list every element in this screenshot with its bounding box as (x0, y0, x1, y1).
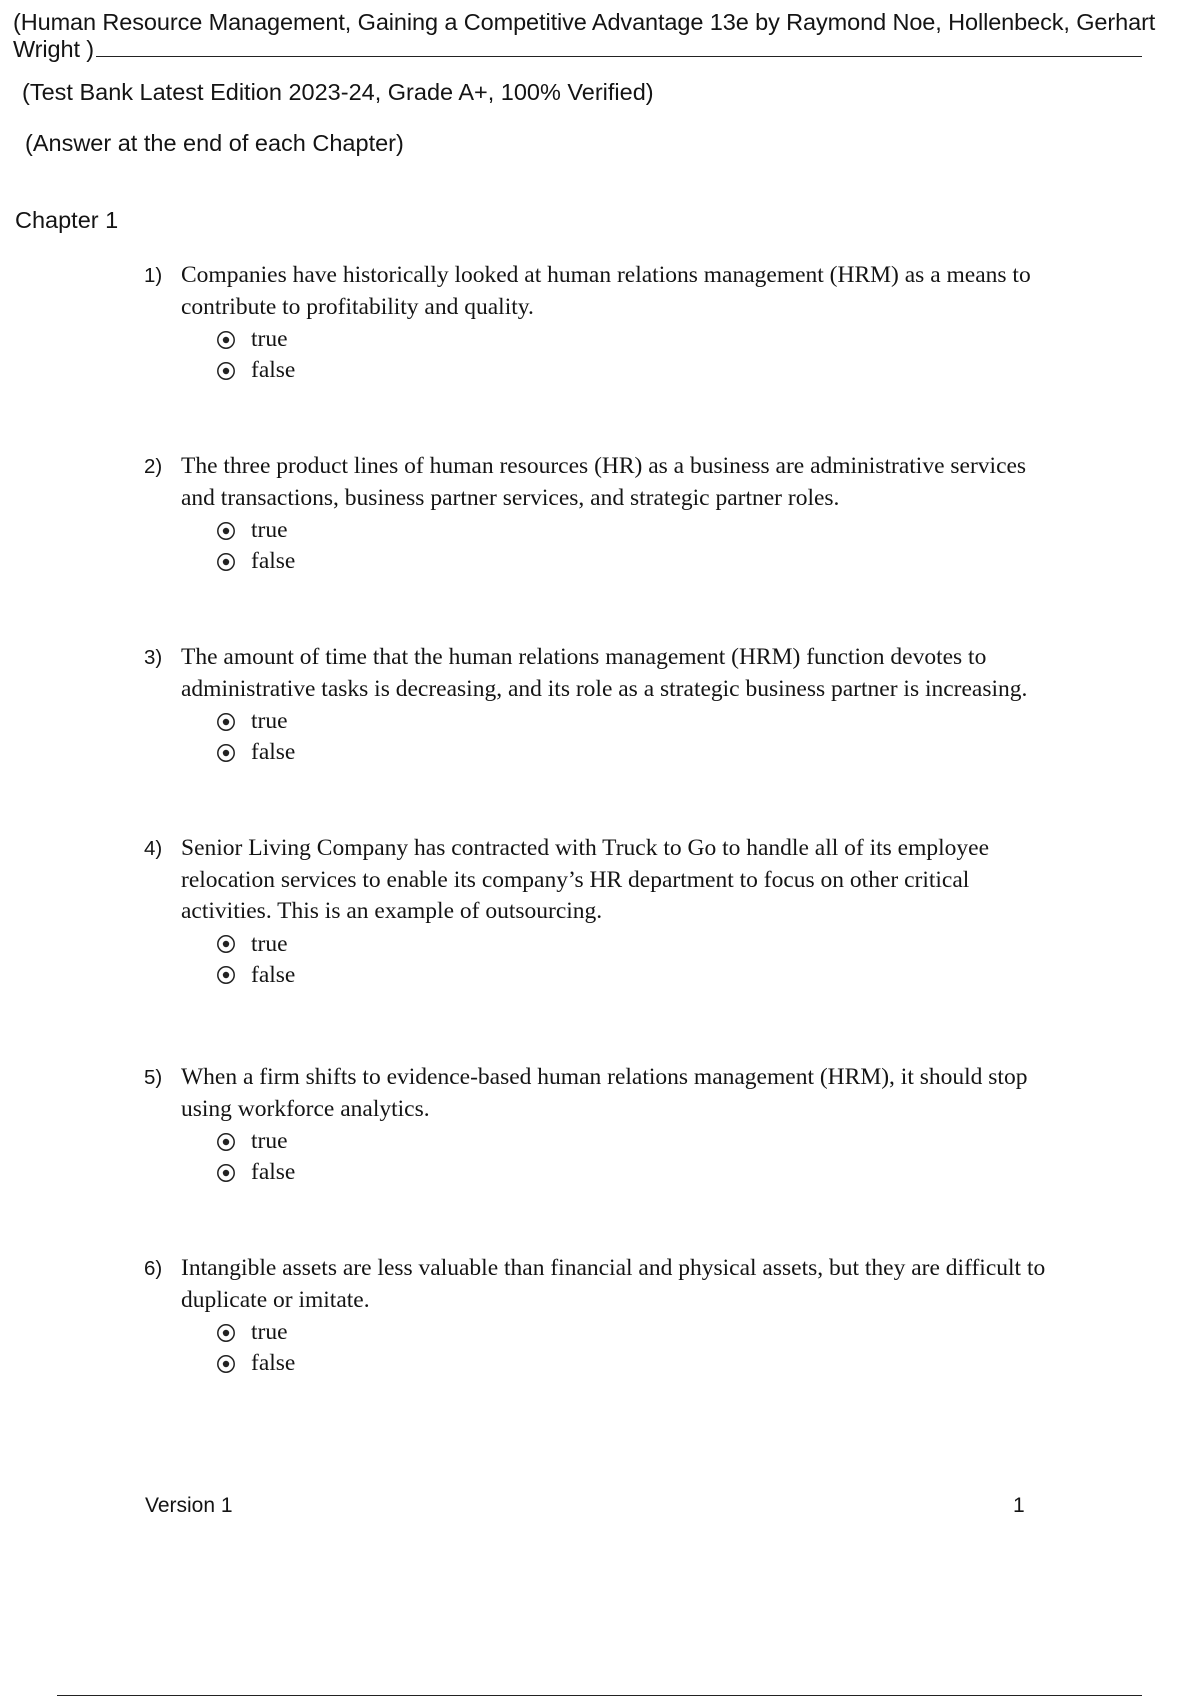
option-label: true (251, 930, 288, 957)
radio-icon[interactable] (216, 521, 236, 541)
option-label: false (251, 357, 296, 383)
radio-icon[interactable] (216, 1132, 236, 1152)
radio-icon[interactable] (216, 934, 236, 954)
option-true[interactable] (216, 324, 1074, 355)
option-true[interactable] (216, 706, 1074, 737)
option-label: true (251, 1128, 288, 1154)
question-text: Intangible assets are less valuable than financial and physical assets, but they are difficult to duplicate or imitate. (181, 1255, 1046, 1313)
radio-icon[interactable] (216, 552, 236, 572)
radio-icon[interactable] (216, 743, 236, 763)
answers-subtitle: (Answer at the end of each Chapter) (25, 130, 404, 156)
question-number: 1) (144, 264, 163, 287)
option-false[interactable] (216, 1348, 1074, 1379)
bottom-divider (57, 1695, 1142, 1696)
radio-icon[interactable] (216, 1354, 236, 1374)
question-text: The three product lines of human resources (HR) as a business are administrative services and transactions, business partner services, and strategic partner roles. (181, 453, 1027, 511)
question-5 (144, 1062, 1074, 1188)
question-4 (144, 833, 1074, 991)
page-number: 1 (1013, 1494, 1025, 1517)
option-true[interactable] (216, 1126, 1074, 1157)
option-label: true (251, 1319, 288, 1345)
chapter-heading: Chapter 1 (15, 207, 119, 233)
document-title: (Human Resource Management, Gaining a Competitive Advantage 13e by Raymond Noe, Hollenbeck, Gerhart Wright ) (13, 9, 1156, 62)
option-false[interactable] (216, 737, 1074, 768)
question-number: 2) (144, 455, 163, 478)
radio-icon[interactable] (216, 1323, 236, 1343)
question-3 (144, 642, 1074, 768)
question-text: Senior Living Company has contracted with Truck to Go to handle all of its employee relocation services to enable its company’s HR department to focus on other critical activities. This is an example of outsourcing. (181, 835, 990, 924)
edition-subtitle: (Test Bank Latest Edition 2023-24, Grade A+, 100% Verified) (22, 79, 654, 105)
question-number: 5) (144, 1066, 163, 1089)
question-number: 4) (144, 837, 163, 860)
option-label: false (251, 739, 296, 765)
option-true[interactable] (216, 929, 1074, 960)
question-text: When a firm shifts to evidence-based human relations management (HRM), it should stop using workforce analytics. (181, 1064, 1028, 1122)
option-label: true (251, 708, 288, 734)
option-label: false (251, 961, 296, 988)
question-text: Companies have historically looked at human relations management (HRM) as a means to contribute to profitability and quality. (181, 262, 1031, 320)
option-false[interactable] (216, 546, 1074, 577)
option-label: false (251, 548, 296, 574)
question-2 (144, 451, 1074, 577)
option-true[interactable] (216, 1317, 1074, 1348)
radio-icon[interactable] (216, 1163, 236, 1183)
question-number: 6) (144, 1257, 163, 1280)
option-label: true (251, 517, 288, 543)
option-false[interactable] (216, 960, 1074, 991)
title-underline (96, 56, 1142, 57)
option-false[interactable] (216, 1157, 1074, 1188)
question-6 (144, 1253, 1074, 1379)
option-false[interactable] (216, 355, 1074, 386)
radio-icon[interactable] (216, 361, 236, 381)
question-text: The amount of time that the human relations management (HRM) function devotes to administrative tasks is decreasing, and its role as a strategic business partner is increasing. (181, 644, 1028, 702)
footer-version: Version 1 (145, 1494, 233, 1517)
option-label: false (251, 1159, 296, 1185)
radio-icon[interactable] (216, 965, 236, 985)
option-label: false (251, 1350, 296, 1376)
radio-icon[interactable] (216, 330, 236, 350)
option-label: true (251, 326, 288, 352)
option-true[interactable] (216, 515, 1074, 546)
question-number: 3) (144, 646, 163, 669)
radio-icon[interactable] (216, 712, 236, 732)
question-1 (144, 260, 1074, 386)
